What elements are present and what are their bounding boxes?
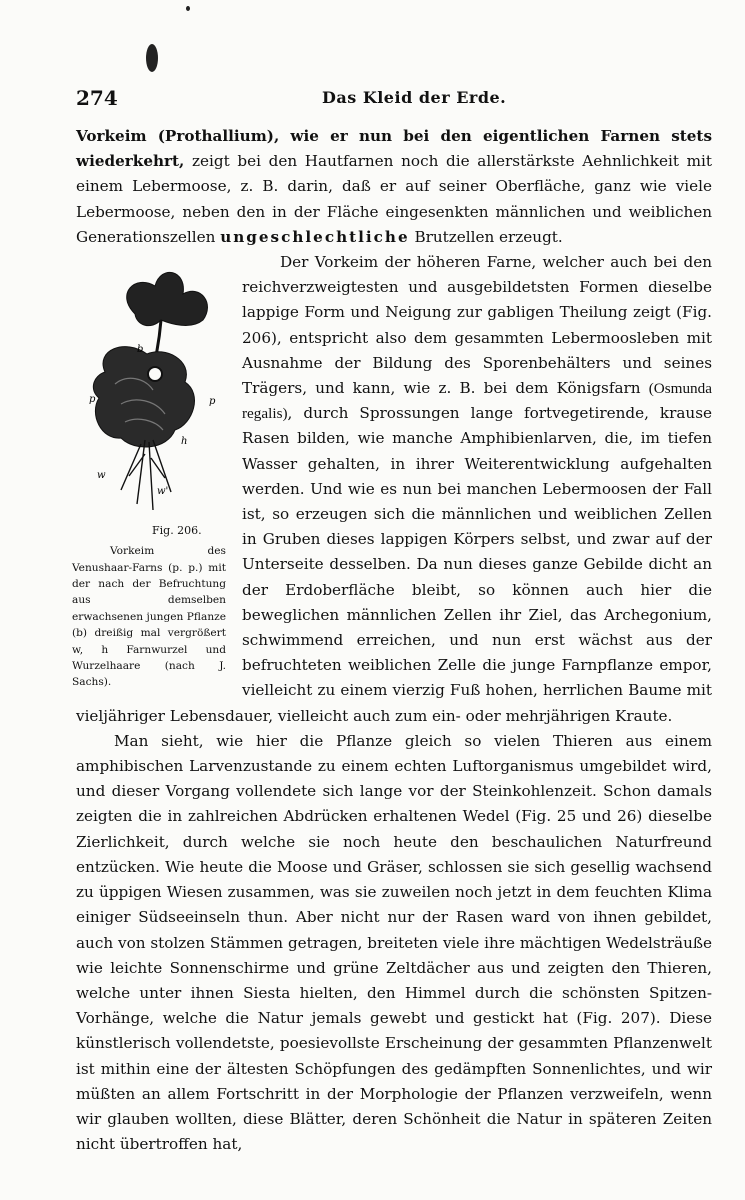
paragraph-2 (72, 250, 712, 729)
figure-caption: Vorkeim des Venushaar-Farns (p. p.) mit der nach der Befruchtung aus demselben erwachsenen jungen Pflanze (b) dreißig mal vergrößert w, h Farnwurzel und Wurzelhaare (nach J. Sachs). (72, 545, 226, 689)
page-header (76, 86, 713, 114)
emphasis-spaced: ungeschlechtliche (220, 227, 410, 246)
figure-letter-w: w (97, 470, 106, 482)
ink-spot (186, 6, 190, 11)
figure-letter-b: b (137, 344, 144, 356)
figure-206 (68, 254, 232, 691)
body-text (72, 124, 712, 1157)
page-number: 274 (76, 86, 118, 110)
text-segment: Man sieht, wie hier die Pflanze gleich so vielen Thieren aus einem amphibischen Larvenzustande zu einem echten Luftorganismus umgebildet wird, und dieser Vorgang vollendete sich lange vor der Steinkohlenzeit. Schon damals zeigten die in zahlreichen Abdrücken erhaltenen Wedel (Fig. 25 und 26) dieselbe Zierlichkeit, durch welche sie noch heute den beschaulichen Naturfreund entzücken. Wie heute die Moose und Gräser, schlossen sie sich gesellig wachsend zu üppigen Wiesen zusammen, was sie zuweilen noch jetzt in dem feuchten Klima einiger Südseeinseln thun. Aber nicht nur der Rasen ward von ihnen gebildet, auch von stolzen Stämmen getragen, breiteten viele ihre mächtigen Wedelsträuße wie leichte Sonnenschirme und grüne Zeltdächer aus und zeigten den Thieren, welche unter ihnen Siesta hielten, den Himmel durch die schönsten Spitzen-Vorhänge, welche die Natur jemals gewebt und gestickt hat (Fig. 207). Diese künstlerisch vollendetste, poesievollste Erscheinung der gesammten Pflanzenwelt ist mithin eine der ältesten Schöpfungen des gedämpften Sonnenlichtes, und wir müßten an allem Fortschritt in der Morphologie der Pflanzen verzweifeln, wenn wir glauben wollten, diese Blätter, deren Schönheit die Natur in späteren Zeiten nicht übertroffen hat, (76, 731, 712, 1154)
text-segment: Der Vorkeim der höheren Farne, welcher auch bei den reichverzweigtesten und ausgebildetsten Formen dieselbe lappige Form und Neigung zur gabligen Theilung zeigt (Fig. 206), entspricht also dem gesammten Lebermoosleben mit Ausnahme der Bildung des Sporenbehälters und seines Trägers, und kann, wie z. B. bei dem Königsfarn (242, 253, 712, 398)
figure-letter-p: p (209, 396, 216, 408)
paragraph-3 (76, 729, 712, 1157)
text-segment: , durch Sprossungen lange fortvegetirende, krause Rasen bilden, wie manche Amphibienlarven, die, im tiefen Wasser gehalten, in ihrer Weiterentwicklung aufgehalten werden. Und wie es nun bei manchen Lebermoosen der Fall ist, so erzeugen sich die männlichen und weiblichen Zellen in Gruben dieses lappigen Körpers selbst, und zwar auf der Unterseite desselben. Da nun dieses ganze Gebilde dicht an der Erdoberfläche bleibt, so können auch hier die beweglichen männlichen Zellen ihr Ziel, das Archegonium, schwimmend erreichen, und nun erst wächst aus der befruchteten weiblichen Zelle die junge Farnpflanze empor, vielleicht zu einem vierzig Fuß hohen, herrlichen Baume mit vieljähriger Lebensdauer, vielleicht auch zum ein- oder mehrjährigen Kraute. (76, 404, 712, 725)
text-segment: Brutzellen erzeugt. (409, 227, 563, 246)
figure-letter-w-prime: w' (157, 486, 169, 498)
paragraph-1 (76, 124, 712, 250)
running-title: Das Kleid der Erde. (322, 88, 507, 107)
latin-term: (Osmunda regalis) (242, 380, 712, 423)
text-segment: zeigt bei den Hautfarnen noch die allerstärkste Aehnlichkeit mit einem Lebermoose, z. B. darin, daß er auf seiner Oberfläche, ganz wie viele Lebermoose, neben den in der Fläche eingesenkten männlichen und weiblichen Generationszellen (76, 152, 712, 246)
figure-letter-h: h (181, 436, 188, 448)
prothallium-illustration (75, 254, 225, 516)
text-segment: Vorkeim (Prothallium), wie er nun bei den eigentlichen Farnen stets wiederkehrt, (76, 127, 712, 171)
figure-label: Fig. 206. (152, 524, 202, 538)
ink-spot (146, 44, 158, 72)
figure-letter-p: p (89, 394, 96, 406)
